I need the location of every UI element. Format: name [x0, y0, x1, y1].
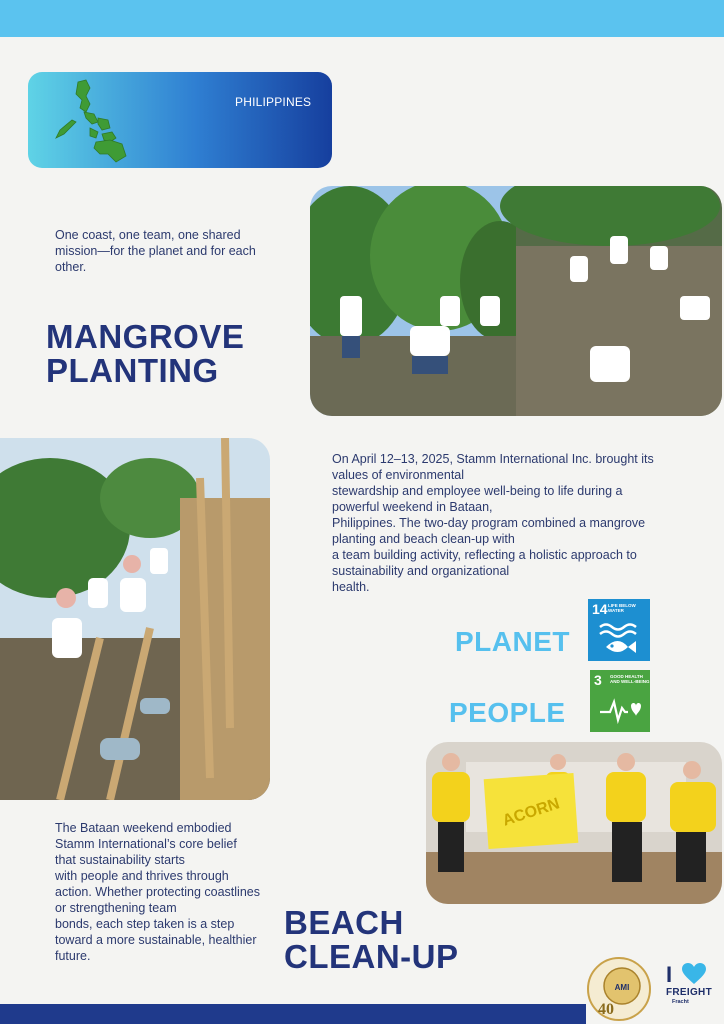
intro-line: values of environmental — [332, 468, 465, 482]
planet-pillar-label: PLANET — [455, 626, 570, 657]
closing-line: bonds, each step taken is a step — [55, 917, 235, 931]
mangrove-planting-photo — [310, 186, 722, 416]
40-years-anniversary-logo — [586, 956, 652, 1022]
closing-line: future. — [55, 949, 91, 963]
sdg-3-number: 3 — [594, 672, 602, 688]
closing-line: toward a more sustainable, healthier — [55, 933, 257, 947]
heartbeat-heart-icon — [600, 690, 642, 728]
top-accent-bar — [0, 0, 724, 37]
intro-line: On April 12–13, 2025, Stamm International Inc. brought its — [332, 452, 654, 466]
intro-line: health. — [332, 580, 370, 594]
closing-line: action. Whether protecting coastlines — [55, 885, 260, 899]
intro-line: Philippines. The two-day program combined a mangrove — [332, 516, 646, 530]
intro-line: stewardship and employee well-being to life during a — [332, 484, 623, 498]
sdg-14-label: LIFE BELOW WATER — [608, 603, 636, 613]
intro-line: sustainability and organizational — [332, 564, 510, 578]
fracht-logo-sub: Fracht — [672, 999, 689, 1005]
closing-line: with people and thrives through — [55, 869, 229, 883]
closing-line: that sustainability starts — [55, 853, 185, 867]
intro-line: a team building activity, reflecting a holistic approach to — [332, 548, 637, 562]
freight-logo-i: I — [666, 962, 673, 987]
sdg-3-label: GOOD HEALTH AND WELL-BEING — [610, 674, 650, 684]
closing-line: The Bataan weekend embodied — [55, 821, 232, 835]
sdg-14-life-below-water-tile — [588, 599, 650, 661]
country-banner — [28, 72, 332, 168]
sdg-3-good-health-tile — [590, 670, 650, 732]
intro-line: planting and beach clean-up with — [332, 532, 515, 546]
closing-line: Stamm International’s core belief — [55, 837, 237, 851]
svg-text:40: 40 — [598, 1001, 614, 1018]
team-banner-text: ACORN — [500, 795, 562, 830]
people-pillar-label: PEOPLE — [449, 697, 566, 728]
closing-paragraph — [55, 820, 283, 964]
intro-line: powerful weekend in Bataan, — [332, 500, 493, 514]
svg-text:AMI: AMI — [614, 983, 630, 992]
beach-clean-up-heading: BEACH CLEAN-UP — [284, 904, 459, 975]
tagline-text: One coast, one team, one shared mission—for the planet and for each other. — [55, 228, 256, 274]
bamboo-shore-group-photo — [0, 438, 270, 800]
mangrove-planting-heading: MANGROVE PLANTING — [46, 318, 245, 389]
banner-country-label: PHILIPPINES — [235, 95, 312, 109]
i-love-freight-logo — [664, 962, 720, 1012]
closing-line: or strengthening team — [55, 901, 177, 915]
bottom-accent-bar — [0, 1004, 586, 1024]
team-building-photo — [426, 742, 722, 904]
freight-logo-word: FREIGHT — [666, 987, 712, 998]
fish-wave-icon — [598, 619, 640, 657]
sdg-14-number: 14 — [592, 601, 608, 617]
heart-icon — [682, 963, 706, 985]
philippines-map-icon — [52, 78, 136, 164]
intro-paragraph — [332, 451, 682, 595]
